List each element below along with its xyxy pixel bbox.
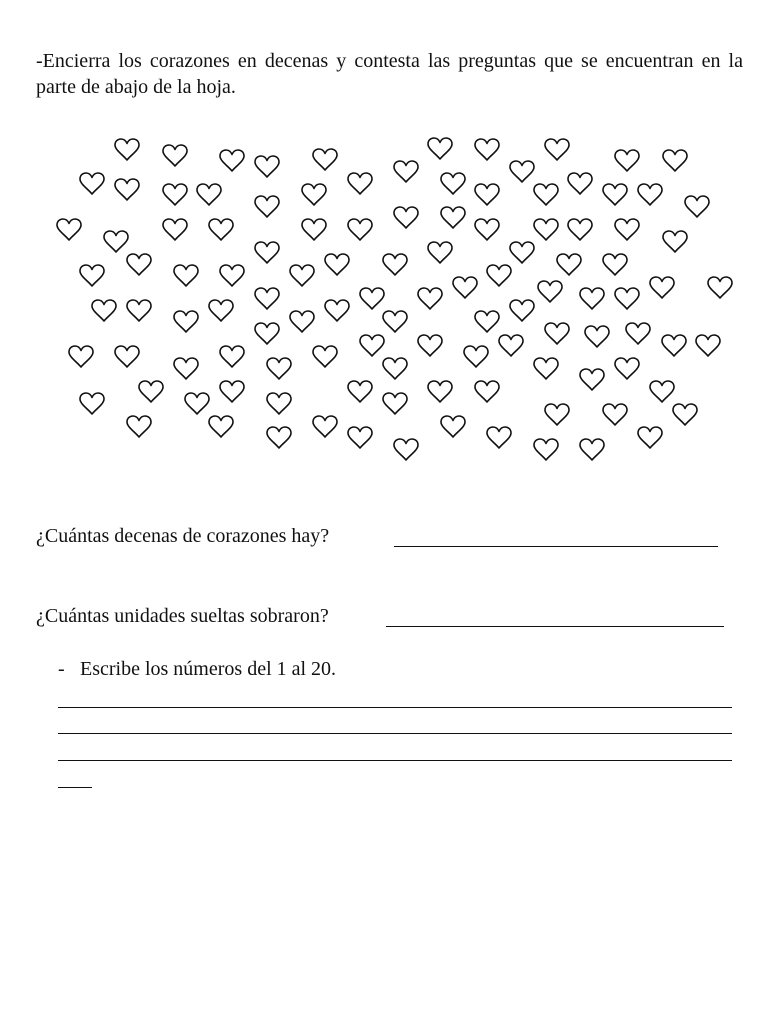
heart-outline-icon [114, 178, 140, 202]
task-write-numbers [58, 657, 336, 681]
heart-outline-icon [173, 357, 199, 381]
heart-outline-icon [602, 253, 628, 277]
heart-outline-icon [173, 264, 199, 288]
heart-outline-icon [347, 380, 373, 404]
heart-outline-icon [544, 322, 570, 346]
heart-outline-icon [509, 241, 535, 265]
heart-outline-icon [427, 241, 453, 265]
heart-outline-icon [114, 345, 140, 369]
heart-outline-icon [537, 280, 563, 304]
heart-outline-icon [114, 138, 140, 162]
heart-outline-icon [312, 415, 338, 439]
heart-outline-icon [509, 160, 535, 184]
heart-outline-icon [662, 230, 688, 254]
heart-outline-icon [91, 299, 117, 323]
heart-outline-icon [266, 426, 292, 450]
heart-outline-icon [208, 415, 234, 439]
writing-line[interactable] [58, 760, 732, 761]
heart-outline-icon [301, 218, 327, 242]
heart-outline-icon [301, 183, 327, 207]
heart-outline-icon [382, 392, 408, 416]
heart-outline-icon [533, 357, 559, 381]
heart-outline-icon [324, 253, 350, 277]
heart-outline-icon [427, 380, 453, 404]
writing-line[interactable] [58, 787, 92, 788]
heart-outline-icon [347, 426, 373, 450]
heart-outline-icon [382, 253, 408, 277]
heart-outline-icon [474, 380, 500, 404]
heart-outline-icon [544, 138, 570, 162]
heart-outline-icon [614, 218, 640, 242]
heart-outline-icon [417, 287, 443, 311]
heart-outline-icon [184, 392, 210, 416]
heart-outline-icon [79, 264, 105, 288]
heart-outline-icon [289, 310, 315, 334]
heart-outline-icon [602, 403, 628, 427]
heart-outline-icon [440, 206, 466, 230]
heart-outline-icon [625, 322, 651, 346]
heart-outline-icon [219, 264, 245, 288]
heart-outline-icon [440, 172, 466, 196]
heart-outline-icon [79, 392, 105, 416]
heart-outline-icon [196, 183, 222, 207]
heart-outline-icon [393, 438, 419, 462]
heart-outline-icon [637, 426, 663, 450]
heart-outline-icon [312, 148, 338, 172]
heart-outline-icon [556, 253, 582, 277]
heart-outline-icon [79, 172, 105, 196]
heart-outline-icon [289, 264, 315, 288]
heart-outline-icon [254, 155, 280, 179]
writing-line[interactable] [58, 707, 732, 708]
heart-outline-icon [393, 160, 419, 184]
heart-outline-icon [567, 218, 593, 242]
answer-blank-units[interactable] [386, 626, 724, 627]
heart-outline-icon [567, 172, 593, 196]
heart-outline-icon [138, 380, 164, 404]
heart-outline-icon [486, 264, 512, 288]
heart-outline-icon [579, 438, 605, 462]
heart-outline-icon [544, 403, 570, 427]
heart-outline-icon [393, 206, 419, 230]
heart-outline-icon [417, 334, 443, 358]
heart-outline-icon [672, 403, 698, 427]
heart-outline-icon [56, 218, 82, 242]
heart-outline-icon [649, 380, 675, 404]
hearts-field [50, 130, 740, 475]
heart-outline-icon [266, 392, 292, 416]
heart-outline-icon [463, 345, 489, 369]
heart-outline-icon [254, 287, 280, 311]
heart-outline-icon [324, 299, 350, 323]
question-tens: ¿Cuántas decenas de corazones hay? [36, 525, 330, 547]
writing-line[interactable] [58, 733, 732, 734]
heart-outline-icon [474, 218, 500, 242]
heart-outline-icon [584, 325, 610, 349]
heart-outline-icon [208, 299, 234, 323]
heart-outline-icon [162, 183, 188, 207]
heart-outline-icon [662, 149, 688, 173]
heart-outline-icon [649, 276, 675, 300]
heart-outline-icon [579, 368, 605, 392]
heart-outline-icon [614, 287, 640, 311]
heart-outline-icon [126, 299, 152, 323]
heart-outline-icon [254, 241, 280, 265]
heart-outline-icon [382, 357, 408, 381]
heart-outline-icon [661, 334, 687, 358]
heart-outline-icon [452, 276, 478, 300]
heart-outline-icon [126, 415, 152, 439]
heart-outline-icon [579, 287, 605, 311]
bullet-dash: - [58, 658, 65, 680]
heart-outline-icon [254, 195, 280, 219]
heart-outline-icon [208, 218, 234, 242]
heart-outline-icon [312, 345, 338, 369]
heart-outline-icon [637, 183, 663, 207]
heart-outline-icon [440, 415, 466, 439]
heart-outline-icon [266, 357, 292, 381]
heart-outline-icon [162, 144, 188, 168]
heart-outline-icon [219, 380, 245, 404]
heart-outline-icon [219, 345, 245, 369]
heart-outline-icon [359, 287, 385, 311]
heart-outline-icon [254, 322, 280, 346]
heart-outline-icon [382, 310, 408, 334]
heart-outline-icon [684, 195, 710, 219]
heart-outline-icon [359, 334, 385, 358]
heart-outline-icon [602, 183, 628, 207]
heart-outline-icon [533, 183, 559, 207]
heart-outline-icon [162, 218, 188, 242]
heart-outline-icon [103, 230, 129, 254]
heart-outline-icon [614, 149, 640, 173]
instruction-text: -Encierra los corazones en decenas y contesta las preguntas que se encuentran en la parte de abajo de la hoja. [36, 50, 743, 98]
heart-outline-icon [707, 276, 733, 300]
heart-outline-icon [695, 334, 721, 358]
heart-outline-icon [614, 357, 640, 381]
heart-outline-icon [474, 138, 500, 162]
heart-outline-icon [347, 218, 373, 242]
heart-outline-icon [126, 253, 152, 277]
task-text: Escribe los números del 1 al 20. [80, 658, 337, 680]
heart-outline-icon [474, 183, 500, 207]
heart-outline-icon [427, 137, 453, 161]
heart-outline-icon [533, 438, 559, 462]
heart-outline-icon [498, 334, 524, 358]
heart-outline-icon [347, 172, 373, 196]
heart-outline-icon [219, 149, 245, 173]
heart-outline-icon [486, 426, 512, 450]
heart-outline-icon [68, 345, 94, 369]
heart-outline-icon [173, 310, 199, 334]
question-units: ¿Cuántas unidades sueltas sobraron? [36, 605, 329, 627]
heart-outline-icon [474, 310, 500, 334]
heart-outline-icon [509, 299, 535, 323]
answer-blank-tens[interactable] [394, 546, 718, 547]
heart-outline-icon [533, 218, 559, 242]
